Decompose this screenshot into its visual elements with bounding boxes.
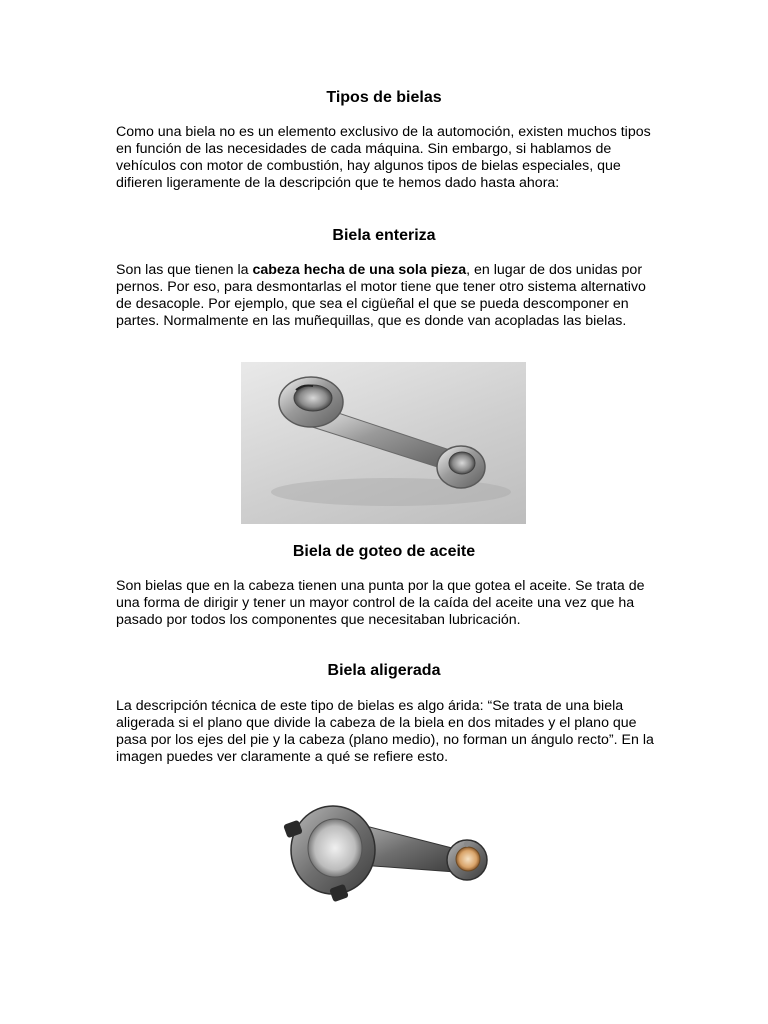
paragraph-biela-enteriza (116, 262, 654, 330)
lightened-connecting-rod-illustration (255, 782, 510, 922)
heading-biela-enteriza: Biela enteriza (332, 227, 436, 244)
paragraph-biela-enteriza-end: , en lugar de dos unidas por pernos. Por eso, para desmontarlas el motor tiene que tener otro sistema alternativo de desacople. Por ejemplo, que sea el cigüeñal el que se pueda descomponer en partes. Normalmente en las muñequillas, que es donde van acopladas las bielas. (116, 262, 646, 329)
paragraph-intro: Como una biela no es un elemento exclusivo de la automoción, existen muchos tipos en función de las necesidades de cada máquina. Sin embargo, si hablamos de vehículos con motor de combustión, hay algunos tipos de bielas especiales, que difieren ligeramente de la descripción que te hemos dado hasta ahora: (116, 124, 651, 191)
connecting-rod-illustration (241, 362, 526, 524)
paragraph-biela-de-goteo: Son bielas que en la cabeza tienen una punta por la que gotea el aceite. Se trata de una forma de dirigir y tener un mayor control de la caída del aceite una vez que ha pasado por todos los componentes que necesitaban lubricación. (116, 578, 645, 628)
paragraph-biela-enteriza-bold: cabeza hecha de una sola pieza (252, 262, 467, 278)
paragraph-biela-aligerada: La descripción técnica de este tipo de bielas es algo árida: “Se trata de una biela aligerada si el plano que divide la cabeza de la biela en dos mitades y el plano que pasa por los ejes del pie y la cabeza (plano medio), no forman un ángulo recto”. En la imagen puedes ver claramente a qué se refiere esto. (116, 698, 654, 765)
paragraph-biela-enteriza-start: Son las que tienen la (116, 262, 253, 278)
lightened-connecting-rod-photo (255, 782, 510, 922)
heading-biela-de-goteo: Biela de goteo de aceite (292, 543, 476, 560)
heading-tipos-de-bielas: Tipos de bielas (326, 89, 442, 106)
connecting-rod-photo (241, 362, 526, 524)
heading-biela-aligerada: Biela aligerada (327, 662, 441, 679)
